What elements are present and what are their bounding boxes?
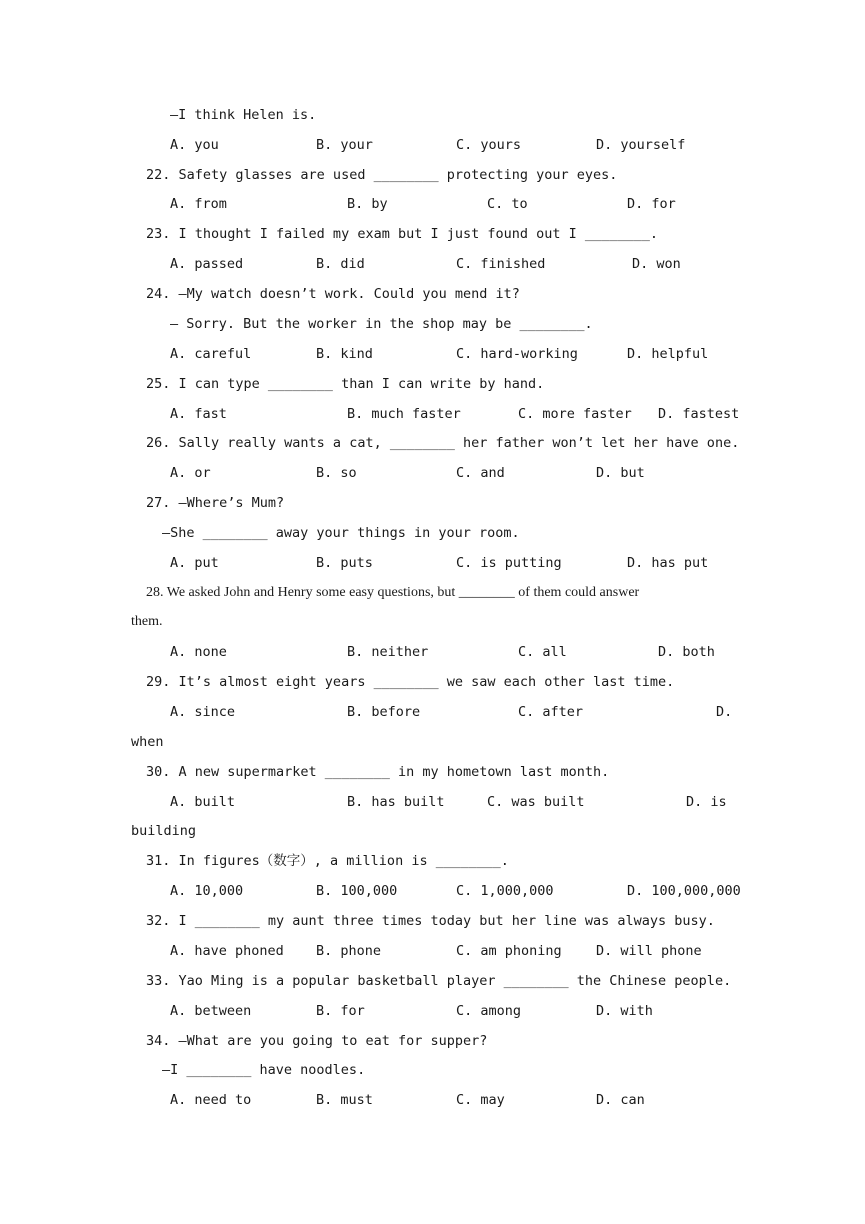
q33-option-a: A. between [170,1003,252,1019]
q27-option-c: C. is putting [456,555,562,571]
q30-option-d: D. is [686,794,727,810]
question-31-stem: 31. In figures（数字）, a million is ________. [146,853,509,869]
q28-option-a: A. none [170,644,227,660]
q26-option-c: C. and [456,465,505,481]
q32-option-d: D. will phone [596,943,702,959]
q24-option-a: A. careful [170,346,252,362]
q33-option-c: C. among [456,1003,522,1019]
question-21-stem: —I think Helen is. [170,107,317,123]
q22-option-a: A. from [170,196,227,212]
q30-option-c: C. was built [487,794,585,810]
q23-option-d: D. won [632,256,681,272]
q34-option-d: D. can [596,1092,645,1108]
q25-option-d: D. fastest [658,406,740,422]
q30-option-b: B. has built [347,794,445,810]
q23-option-c: C. finished [456,256,546,272]
q32-option-b: B. phone [316,943,382,959]
q21-option-b: B. your [316,137,373,153]
q28-option-b: B. neither [347,644,429,660]
q31-option-b: B. 100,000 [316,883,398,899]
q23-option-a: A. passed [170,256,244,272]
q29-option-c: C. after [518,704,584,720]
question-24-stem-line-2: — Sorry. But the worker in the shop may be ________. [170,316,593,332]
q32-option-a: A. have phoned [170,943,284,959]
question-34-stem-line-2: —I ________ have noodles. [162,1062,366,1078]
q30-option-a: A. built [170,794,236,810]
q29-option-d-wrap: when [131,734,164,750]
question-23-stem: 23. I thought I failed my exam but I just found out I ________. [146,226,659,242]
question-34-stem: 34. —What are you going to eat for supper? [146,1033,488,1049]
q29-option-b: B. before [347,704,421,720]
q29-option-d: D. [716,704,733,720]
q24-option-b: B. kind [316,346,373,362]
q29-option-a: A. since [170,704,236,720]
q25-option-a: A. fast [170,406,227,422]
q26-option-a: A. or [170,465,211,481]
question-22-stem: 22. Safety glasses are used ________ protecting your eyes. [146,167,618,183]
q21-option-c: C. yours [456,137,522,153]
question-25-stem: 25. I can type ________ than I can write by hand. [146,376,545,392]
question-27-stem-line-2: —She ________ away your things in your room. [162,525,520,541]
q24-option-d: D. helpful [627,346,709,362]
question-32-stem: 32. I ________ my aunt three times today but her line was always busy. [146,913,715,929]
q31-option-c: C. 1,000,000 [456,883,554,899]
q28-option-c: C. all [518,644,567,660]
question-24-stem: 24. —My watch doesn’t work. Could you mend it? [146,286,520,302]
q30-option-d-wrap: building [131,823,197,839]
question-29-stem: 29. It’s almost eight years ________ we saw each other last time. [146,674,675,690]
q27-option-b: B. puts [316,555,373,571]
q26-option-b: B. so [316,465,357,481]
q34-option-a: A. need to [170,1092,252,1108]
question-28-stem: 28. We asked John and Henry some easy questions, but ________ of them could answer [146,585,640,600]
q28-option-d: D. both [658,644,715,660]
q22-option-c: C. to [487,196,528,212]
q33-option-d: D. with [596,1003,653,1019]
q25-option-c: C. more faster [518,406,632,422]
question-28-stem-line-2: them. [131,614,163,629]
q31-option-a: A. 10,000 [170,883,244,899]
question-26-stem: 26. Sally really wants a cat, ________ her father won’t let her have one. [146,435,740,451]
q31-option-d: D. 100,000,000 [627,883,741,899]
q34-option-b: B. must [316,1092,373,1108]
q32-option-c: C. am phoning [456,943,562,959]
q23-option-b: B. did [316,256,365,272]
q22-option-b: B. by [347,196,388,212]
q34-option-c: C. may [456,1092,505,1108]
q21-option-a: A. you [170,137,219,153]
q21-option-d: D. yourself [596,137,686,153]
q24-option-c: C. hard-working [456,346,578,362]
q27-option-a: A. put [170,555,219,571]
q26-option-d: D. but [596,465,645,481]
q33-option-b: B. for [316,1003,365,1019]
q22-option-d: D. for [627,196,676,212]
question-27-stem: 27. —Where’s Mum? [146,495,285,511]
q27-option-d: D. has put [627,555,709,571]
q25-option-b: B. much faster [347,406,461,422]
question-33-stem: 33. Yao Ming is a popular basketball player ________ the Chinese people. [146,973,732,989]
question-30-stem: 30. A new supermarket ________ in my hometown last month. [146,764,610,780]
